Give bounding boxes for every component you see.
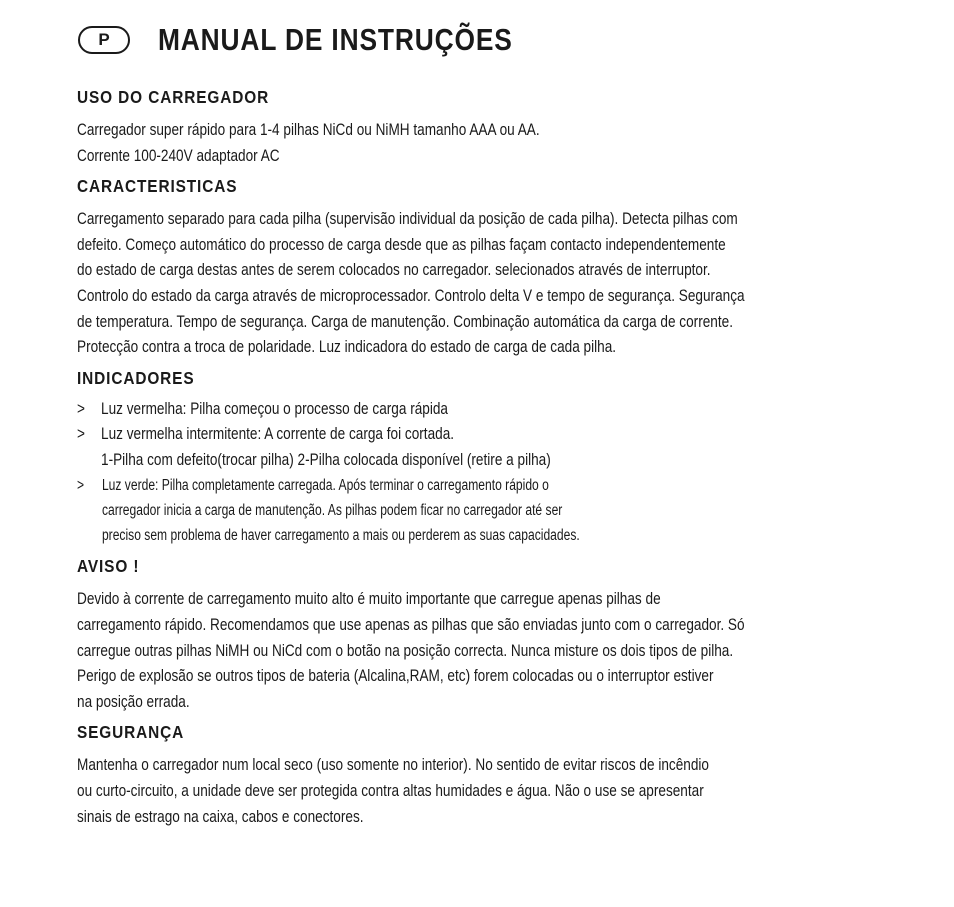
section-heading-indicadores: INDICADORES	[77, 367, 195, 388]
section-heading-seguranca: SEGURANÇA	[77, 722, 185, 743]
list-item-text: Luz vermelha: Pilha começou o processo de carga rápida	[101, 398, 448, 418]
list-item-continuation	[77, 498, 935, 523]
paragraph-line: de temperatura. Tempo de segurança. Carga de manutenção. Combinação automática da carga de corrente.	[77, 311, 733, 331]
section-heading-uso: USO DO CARREGADOR	[77, 87, 270, 107]
language-badge: P	[78, 26, 130, 54]
list-item-continuation	[77, 523, 935, 548]
paragraph-line: do estado de carga destas antes de serem colocados no carregador. selecionados através de interruptor.	[77, 260, 711, 280]
paragraph-line: Protecção contra a troca de polaridade. Luz indicadora do estado de carga de cada pilha.	[77, 337, 617, 357]
list-marker: >	[77, 476, 85, 494]
page-title: MANUAL DE INSTRUÇÕES	[158, 22, 513, 57]
section-aviso	[77, 554, 877, 714]
list-item-continuation	[77, 447, 925, 473]
paragraph-line: na posição errada.	[77, 691, 190, 711]
paragraph-line: carregamento rápido. Recomendamos que use apenas as pilhas que são enviadas junto com o carregador. Só	[77, 615, 745, 635]
list-item-text: preciso sem problema de haver carregamento a mais ou perderem as suas capacidades.	[101, 527, 580, 545]
indicator-list	[77, 396, 877, 549]
paragraph-line: Carregador super rápido para 1-4 pilhas NiCd ou NiMH tamanho AAA ou AA.	[77, 120, 540, 139]
manual-page	[77, 18, 877, 829]
paragraph-line: Devido à corrente de carregamento muito alto é muito importante que carregue apenas pilhas de	[77, 589, 661, 609]
section-uso	[77, 85, 877, 168]
list-item	[77, 396, 925, 422]
paragraph-line: Carregamento separado para cada pilha (supervisão individual da posição de cada pilha). Detecta pilhas com	[77, 209, 738, 229]
paragraph-line: carregue outras pilhas NiMH ou NiCd com o botão na posição correcta. Nunca misture os dois tipos de pilha.	[77, 640, 734, 660]
list-item-text: Luz vermelha intermitente: A corrente de carga foi cortada.	[101, 424, 455, 444]
list-item	[77, 473, 935, 498]
section-seguranca	[77, 720, 877, 829]
list-item-text: 1-Pilha com defeito(trocar pilha) 2-Pilha colocada disponível (retire a pilha)	[101, 449, 551, 469]
paragraph-line: ou curto-circuito, a unidade deve ser protegida contra altas humidades e água. Não o use se apresentar	[77, 780, 704, 800]
paragraph-line: Perigo de explosão se outros tipos de bateria (Alcalina,RAM, etc) forem colocadas ou o interruptor estiver	[77, 666, 714, 686]
list-marker: >	[77, 398, 85, 418]
section-heading-caracteristicas: CARACTERISTICAS	[77, 176, 238, 197]
section-caracteristicas	[77, 174, 877, 360]
list-item	[77, 421, 925, 447]
section-heading-aviso: AVISO !	[77, 556, 140, 577]
list-marker: >	[77, 424, 85, 444]
paragraph-line: defeito. Começo automático do processo de carga desde que as pilhas façam contacto independentemente	[77, 234, 726, 254]
paragraph-line: Corrente 100-240V adaptador AC	[77, 145, 280, 165]
paragraph-line: Controlo do estado da carga através de microprocessador. Controlo delta V e tempo de segurança. Segurança	[77, 285, 745, 305]
list-item-text: Luz verde: Pilha completamente carregada. Após terminar o carregamento rápido o	[101, 476, 549, 494]
list-item-text: carregador inicia a carga de manutenção. As pilhas podem ficar no carregador até ser	[101, 501, 563, 519]
page-header	[78, 18, 877, 62]
paragraph-line: sinais de estrago na caixa, cabos e conectores.	[77, 806, 364, 826]
section-indicadores	[77, 366, 877, 549]
paragraph-line: Mantenha o carregador num local seco (uso somente no interior). No sentido de evitar riscos de incêndio	[77, 755, 709, 775]
